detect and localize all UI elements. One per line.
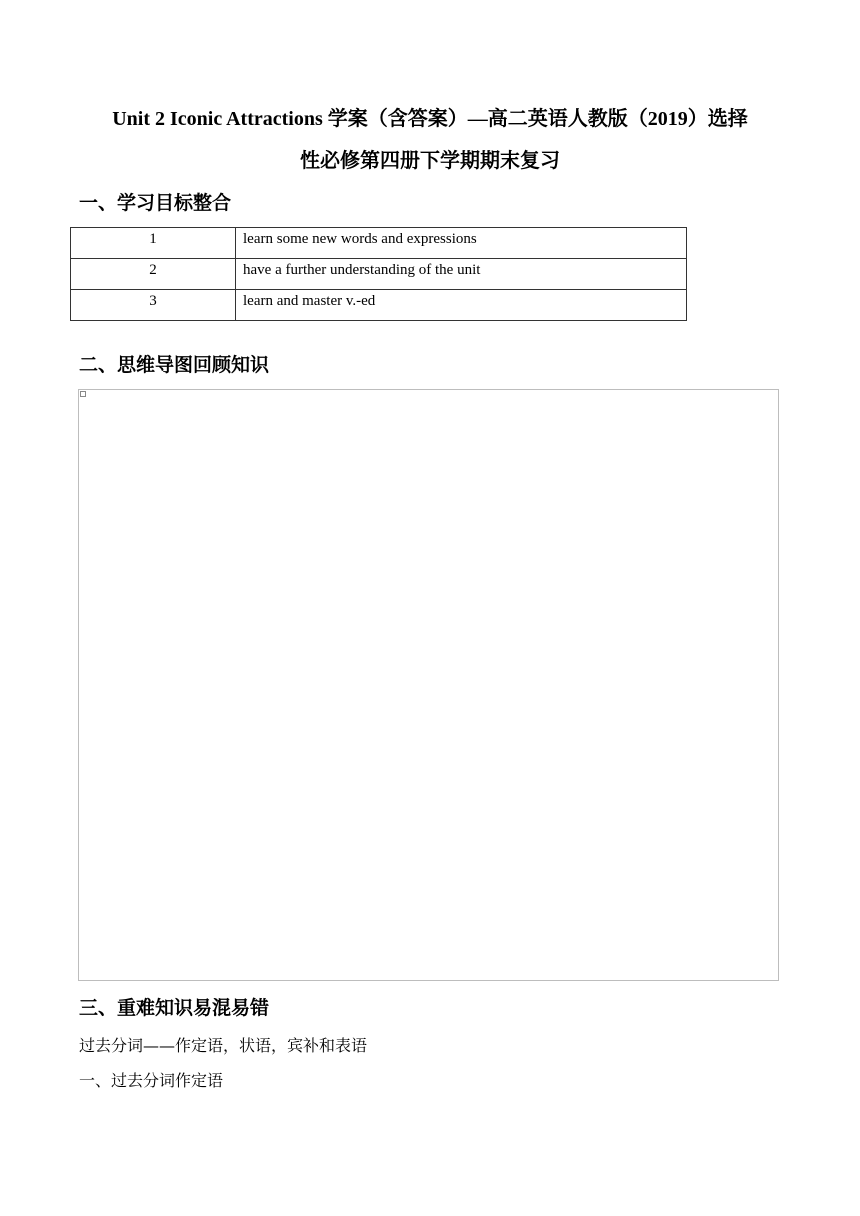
title-line-2: 性必修第四册下学期期末复习 (300, 150, 560, 172)
row-number: 2 (71, 259, 236, 290)
goals-table (70, 227, 687, 321)
section2-heading: 二、思维导图回顾知识 (79, 354, 270, 376)
paragraph-line: 一、过去分词作定语 (79, 1071, 224, 1090)
row-number: 1 (71, 228, 236, 259)
table-row (71, 259, 687, 290)
table-row (71, 290, 687, 321)
section1-heading: 一、学习目标整合 (79, 192, 232, 214)
row-text: have a further understanding of the unit (236, 259, 687, 290)
table-row (71, 228, 687, 259)
row-text: learn and master v.-ed (236, 290, 687, 321)
paragraph-line: 过去分词——作定语，状语，宾补和表语 (79, 1036, 368, 1055)
section3-heading: 三、重难知识易混易错 (79, 997, 270, 1019)
broken-image-icon (80, 391, 86, 397)
title-line-1: Unit 2 Iconic Attractions 学案（含答案）—高二英语人教版（2019）选择 (112, 108, 748, 130)
row-number: 3 (71, 290, 236, 321)
mind-map-image (78, 389, 779, 981)
row-text: learn some new words and expressions (236, 228, 687, 259)
document-title (70, 98, 790, 182)
